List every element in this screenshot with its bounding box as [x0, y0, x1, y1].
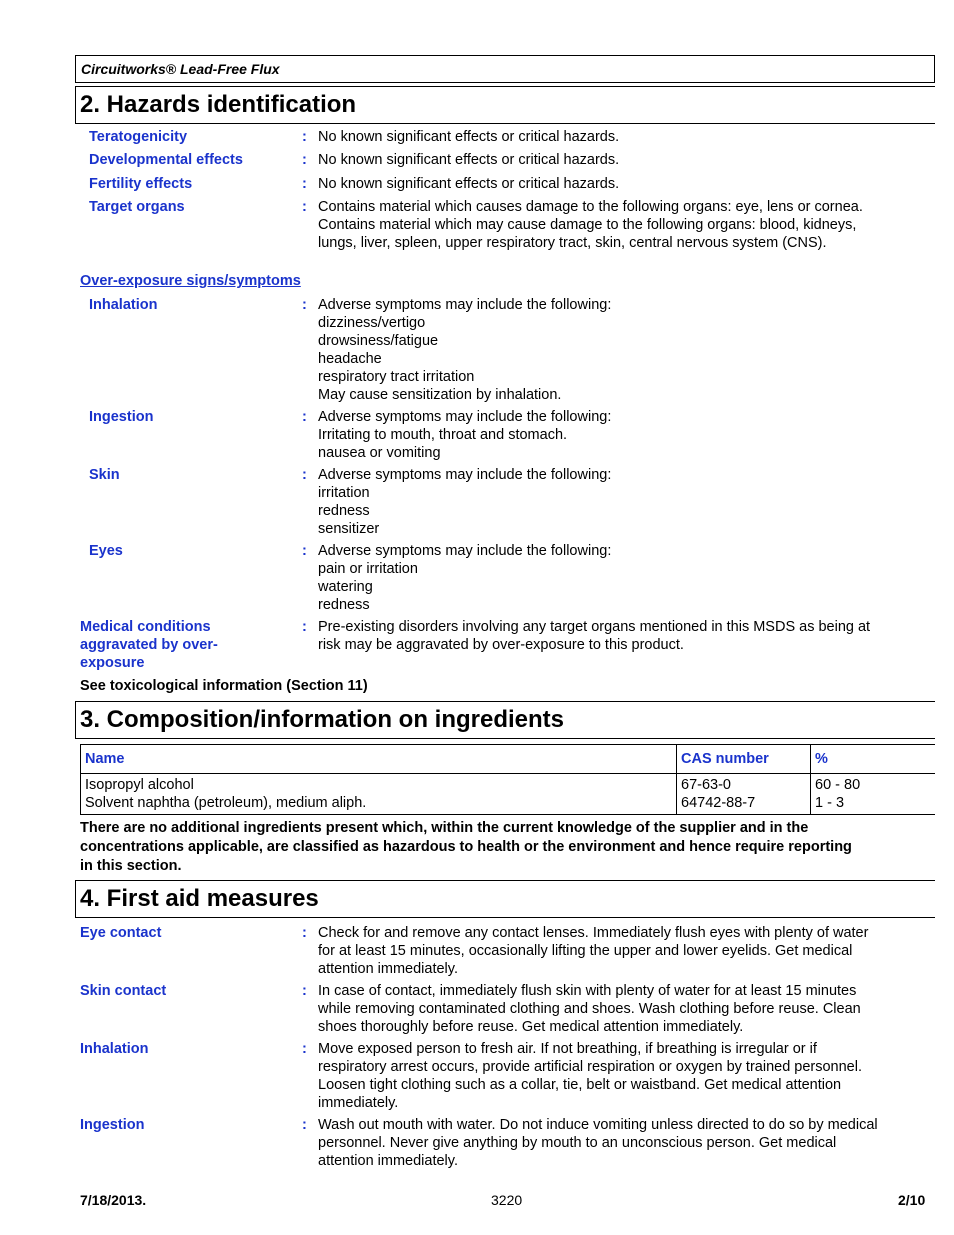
section-2-title: 2. Hazards identification: [80, 91, 357, 118]
section-4-title: 4. First aid measures: [80, 885, 319, 912]
row-label: Medical conditions aggravated by over- exposure: [80, 619, 218, 671]
row-value: In case of contact, immediately flush skin with plenty of water for at least 15 minutes while removing contaminated clothing and shoes. Wash clothing before reuse. Clean shoes thoroughly before reuse. Get medical attention immediately.: [318, 983, 861, 1035]
column-header-percent: %: [811, 745, 936, 774]
row-value: Move exposed person to fresh air. If not breathing, if breathing is irregular or if respiratory arrest occurs, provide artificial respiration or oxygen by trained personnel. Loosen tight clothing such as a collar, tie, belt or waistband. Get medical attention immediately.: [318, 1041, 862, 1111]
row-label: Eye contact: [80, 925, 162, 941]
column-header-cas: CAS number: [677, 745, 811, 774]
row-value: Adverse symptoms may include the following: Irritating to mouth, throat and stomach. nausea or vomiting: [318, 409, 612, 461]
row-label: Eyes: [89, 543, 123, 559]
ingredient-names: Isopropyl alcohol Solvent naphtha (petroleum), medium aliph.: [81, 774, 677, 815]
product-header: [75, 55, 935, 83]
column-header-name: Name: [81, 745, 677, 774]
row-label: Inhalation: [89, 297, 158, 313]
ingredients-table: [80, 744, 935, 815]
row-value: No known significant effects or critical hazards.: [318, 176, 620, 192]
ingredient-cas: 67-63-0 64742-88-7: [677, 774, 811, 815]
row-label: Skin contact: [80, 983, 167, 999]
row-value: Wash out mouth with water. Do not induce vomiting unless directed to do so by medical personnel. Never give anything by mouth to an unconscious person. Get medical attention immediately.: [318, 1117, 878, 1169]
see-toxicological-note: See toxicological information (Section 11): [80, 678, 368, 694]
row-value: Adverse symptoms may include the following: pain or irritation watering redness: [318, 543, 612, 613]
row-label: Inhalation: [80, 1041, 149, 1057]
row-value: No known significant effects or critical hazards.: [318, 129, 620, 145]
table-header-row: [81, 745, 936, 774]
footer-date: 7/18/2013.: [80, 1192, 147, 1208]
footer-code: 3220: [491, 1192, 523, 1208]
msds-page: Circuitworks® Lead-Free Flux 2. Hazards identification Teratogenicity : No known significant effects or critical hazards. Developmental effects : No known significant effects or critical hazards. Fertility effects : No known significant effects or critical hazards. Target organs : Contains material which causes damage to the following organs: eye, lens or cornea. Contains material which may cause damage to the following organs: blood, kidneys, lungs, liver, spleen, upper respiratory tract, skin, central nervous system (CNS). Over-exposure signs/symptoms Inhalation : Adverse symptoms may include the following: dizziness/vertigo drowsiness/fatigue headache respiratory tract irritation May cause sensitization by inhalation. Ingestion : Adverse symptoms may include the following: Irritating to mouth, throat and stomach. nausea or vomiting Skin : Adverse symptoms may include the following: irritation redness sensitizer Eyes : Adverse symptoms may include the following: pain or irritation watering redness Medical conditions aggravated by over- exposure : Pre-existing disorders involving any target organs mentioned in this MSDS as being at risk may be aggravated by over-exposure to this product. See toxicological information (Section 11) 3. Composition/information on ingredients Name CAS number % Isopropyl alcohol Solvent naphtha (petroleum), medium aliph. 67-63-0 64742-88-7 60 - 80 1 - 3 There are no additional ingredients present which, within the current knowledge of the supplier and in the concentrations applicable, are classified as hazardous to health or the environment and hence require reporting in this section. 4. First aid measures Eye contact : Check for and remove any contact lenses. Immediately flush eyes with plenty of water for at least 15 minutes, occasionally lifting the upper and lower eyelids. Get medical attention immediately. Skin contact : In case of contact, immediately flush skin with plenty of water for at least 15 minutes while removing contaminated clothing and shoes. Wash clothing before reuse. Clean shoes thoroughly before reuse. Get medical attention immediately. Inhalation : Move exposed person to fresh air. If not breathing, if breathing is irregular or if respiratory arrest occurs, provide artificial respiration or oxygen by trained personnel. Loosen tight clothing such as a collar, tie, belt or waistband. Get medical attention immediately. Ingestion : Wash out mouth with water. Do not induce vomiting unless directed to do so by medical personnel. Never give anything by mouth to an unconscious person. Get medical attention immediately. 7/18/2013. 3220 2/10: [0, 0, 954, 1235]
row-value: No known significant effects or critical hazards.: [318, 152, 620, 168]
row-label: Developmental effects: [89, 152, 243, 168]
row-value: Adverse symptoms may include the following: dizziness/vertigo drowsiness/fatigue headache respiratory tract irritation May cause sensitization by inhalation.: [318, 297, 612, 403]
row-label: Ingestion: [89, 409, 154, 425]
section-4-header: [75, 880, 935, 918]
section-2-header: [75, 86, 935, 124]
section-3-title: 3. Composition/information on ingredients: [80, 706, 564, 733]
row-label: Teratogenicity: [89, 129, 188, 145]
footer-page-number: 2/10: [898, 1192, 926, 1208]
ingredient-percent: 60 - 80 1 - 3: [811, 774, 936, 815]
row-value: Pre-existing disorders involving any target organs mentioned in this MSDS as being at risk may be aggravated by over-exposure to this product.: [318, 619, 871, 653]
row-value: Adverse symptoms may include the following: irritation redness sensitizer: [318, 467, 612, 537]
row-label: Ingestion: [80, 1117, 145, 1133]
section-3-header: [75, 701, 935, 739]
row-label: Skin: [89, 467, 120, 483]
row-label: Fertility effects: [89, 176, 193, 192]
row-value: Contains material which causes damage to the following organs: eye, lens or cornea. Contains material which may cause damage to the following organs: blood, kidneys, lungs, liver, spleen, upper respiratory tract, skin, central nervous system (CNS).: [318, 199, 863, 251]
overexposure-heading: Over-exposure signs/symptoms: [80, 273, 301, 289]
row-value: Check for and remove any contact lenses. Immediately flush eyes with plenty of water for at least 15 minutes, occasionally lifting the upper and lower eyelids. Get medical attention immediately.: [318, 925, 869, 977]
product-name: Circuitworks® Lead-Free Flux: [81, 61, 280, 77]
table-row: [81, 774, 936, 815]
ingredients-note: There are no additional ingredients present which, within the current knowledge of the supplier and in the concentrations applicable, are classified as hazardous to health or the environment and hence require reporting in this section.: [80, 820, 852, 874]
row-label: Target organs: [89, 199, 185, 215]
